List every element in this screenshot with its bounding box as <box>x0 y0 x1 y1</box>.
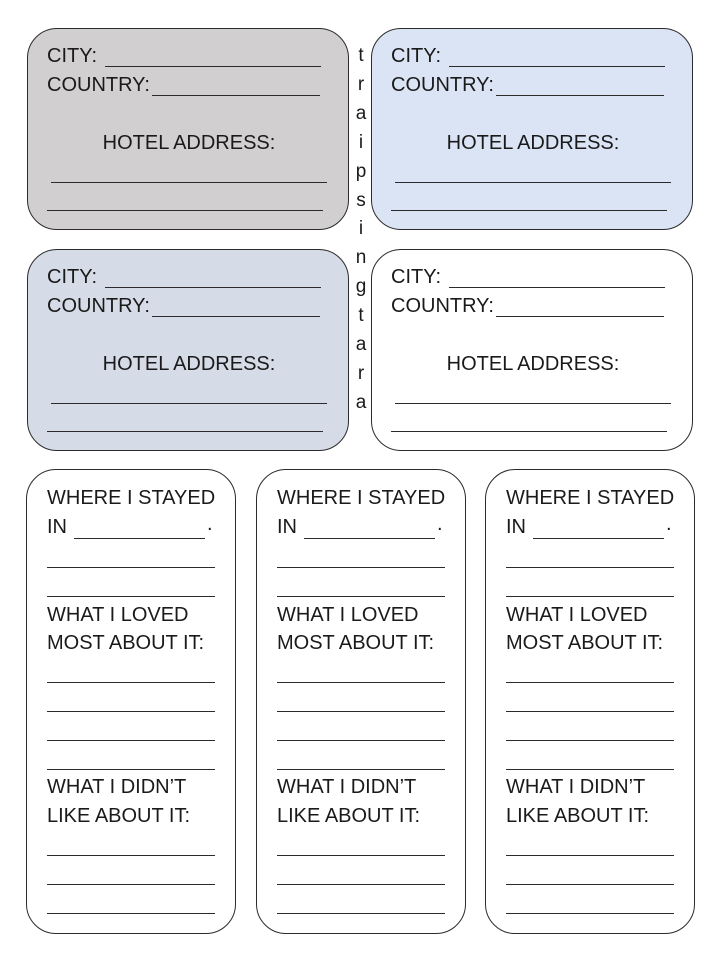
answer-line[interactable] <box>47 769 215 770</box>
answer-line[interactable] <box>47 740 215 741</box>
vertical-letter: g <box>355 276 367 298</box>
loved-label-2: MOST ABOUT IT: <box>47 632 205 654</box>
where-stayed-label: WHERE I STAYED <box>506 487 675 509</box>
loved-label: WHAT I LOVED <box>47 604 189 626</box>
review-card-2 <box>256 469 466 934</box>
country-label: COUNTRY: <box>391 74 494 96</box>
answer-line[interactable] <box>47 913 215 914</box>
answer-line[interactable] <box>506 596 674 597</box>
stayed-place-field[interactable] <box>533 538 664 539</box>
vertical-letter: n <box>355 247 367 269</box>
hotel-address-line-2[interactable] <box>47 210 323 211</box>
hotel-address-line-1[interactable] <box>395 403 671 404</box>
answer-line[interactable] <box>47 711 215 712</box>
country-field[interactable] <box>496 316 664 317</box>
hotel-card-3 <box>27 249 349 451</box>
where-stayed-label: WHERE I STAYED <box>47 487 216 509</box>
hotel-address-line-1[interactable] <box>51 403 327 404</box>
hotel-address-label: HOTEL ADDRESS: <box>102 353 276 375</box>
country-field[interactable] <box>152 95 320 96</box>
country-field[interactable] <box>152 316 320 317</box>
answer-line[interactable] <box>277 855 445 856</box>
hotel-address-line-1[interactable] <box>51 182 327 183</box>
hotel-address-line-2[interactable] <box>391 210 667 211</box>
answer-line[interactable] <box>47 855 215 856</box>
loved-label: WHAT I LOVED <box>277 604 419 626</box>
vertical-letter: r <box>357 73 365 95</box>
hotel-address-label: HOTEL ADDRESS: <box>446 132 620 154</box>
vertical-letter: a <box>355 334 367 356</box>
vertical-watermark-text <box>351 42 371 418</box>
vertical-letter: t <box>358 305 364 327</box>
where-stayed-in-label: IN <box>47 516 67 538</box>
stayed-place-field[interactable] <box>74 538 205 539</box>
answer-line[interactable] <box>506 855 674 856</box>
where-stayed-in-label: IN <box>277 516 297 538</box>
country-label: COUNTRY: <box>391 295 494 317</box>
vertical-letter: a <box>355 102 367 124</box>
stayed-period: . <box>207 513 213 535</box>
country-label: COUNTRY: <box>47 74 150 96</box>
city-label: CITY: <box>47 266 98 288</box>
hotel-card-4 <box>371 249 693 451</box>
loved-label: WHAT I LOVED <box>506 604 648 626</box>
disliked-label-2: LIKE ABOUT IT: <box>47 805 191 827</box>
city-field[interactable] <box>449 287 665 288</box>
loved-label-2: MOST ABOUT IT: <box>506 632 664 654</box>
answer-line[interactable] <box>277 711 445 712</box>
hotel-address-line-2[interactable] <box>47 431 323 432</box>
hotel-address-label: HOTEL ADDRESS: <box>102 132 276 154</box>
answer-line[interactable] <box>277 567 445 568</box>
disliked-label-2: LIKE ABOUT IT: <box>277 805 421 827</box>
country-label: COUNTRY: <box>47 295 150 317</box>
hotel-card-2 <box>371 28 693 230</box>
city-field[interactable] <box>105 66 321 67</box>
answer-line[interactable] <box>47 596 215 597</box>
answer-line[interactable] <box>47 567 215 568</box>
disliked-label: WHAT I DIDN’T <box>506 776 646 798</box>
answer-line[interactable] <box>506 769 674 770</box>
answer-line[interactable] <box>506 913 674 914</box>
disliked-label: WHAT I DIDN’T <box>277 776 417 798</box>
answer-line[interactable] <box>506 567 674 568</box>
vertical-letter: s <box>356 189 366 211</box>
review-card-1 <box>26 469 236 934</box>
hotel-address-line-1[interactable] <box>395 182 671 183</box>
vertical-letter: t <box>358 45 364 66</box>
city-field[interactable] <box>449 66 665 67</box>
vertical-letter: p <box>355 160 367 182</box>
review-card-3 <box>485 469 695 934</box>
stayed-period: . <box>666 513 672 535</box>
stayed-period: . <box>437 513 443 535</box>
vertical-letter: a <box>355 391 367 413</box>
answer-line[interactable] <box>506 884 674 885</box>
answer-line[interactable] <box>277 596 445 597</box>
answer-line[interactable] <box>277 913 445 914</box>
vertical-letter: i <box>358 131 364 153</box>
city-label: CITY: <box>47 45 98 67</box>
answer-line[interactable] <box>277 769 445 770</box>
answer-line[interactable] <box>506 711 674 712</box>
answer-line[interactable] <box>277 884 445 885</box>
hotel-card-1 <box>27 28 349 230</box>
city-label: CITY: <box>391 45 442 67</box>
disliked-label: WHAT I DIDN’T <box>47 776 187 798</box>
hotel-address-label: HOTEL ADDRESS: <box>446 353 620 375</box>
stayed-place-field[interactable] <box>304 538 435 539</box>
where-stayed-in-label: IN <box>506 516 526 538</box>
city-label: CITY: <box>391 266 442 288</box>
vertical-letter: i <box>358 218 364 240</box>
answer-line[interactable] <box>277 740 445 741</box>
loved-label-2: MOST ABOUT IT: <box>277 632 435 654</box>
city-field[interactable] <box>105 287 321 288</box>
answer-line[interactable] <box>47 682 215 683</box>
hotel-address-line-2[interactable] <box>391 431 667 432</box>
answer-line[interactable] <box>277 682 445 683</box>
answer-line[interactable] <box>47 884 215 885</box>
where-stayed-label: WHERE I STAYED <box>277 487 446 509</box>
answer-line[interactable] <box>506 682 674 683</box>
country-field[interactable] <box>496 95 664 96</box>
answer-line[interactable] <box>506 740 674 741</box>
vertical-letter: r <box>357 362 365 384</box>
disliked-label-2: LIKE ABOUT IT: <box>506 805 650 827</box>
